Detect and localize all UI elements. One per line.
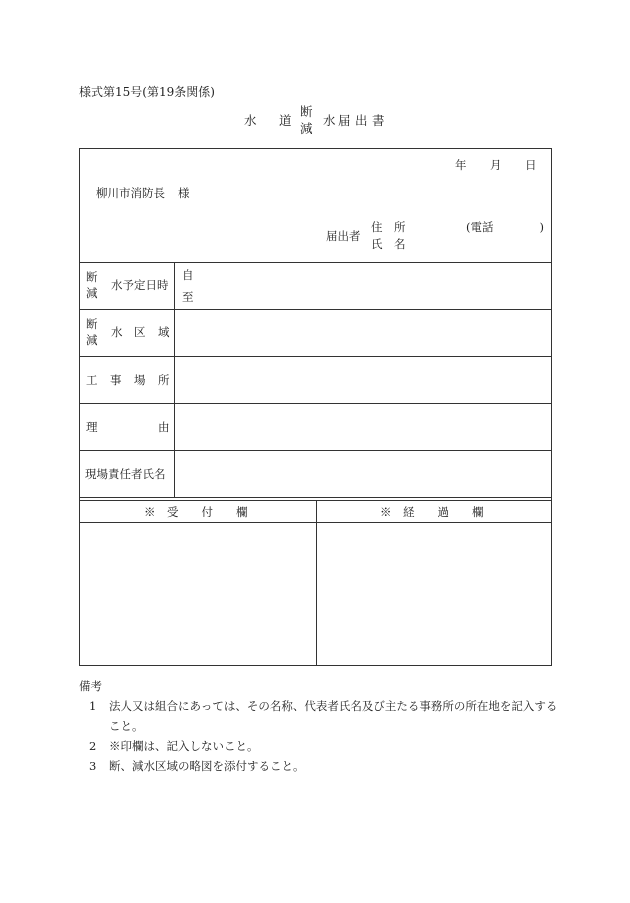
row-divider [80,262,551,263]
year-label: 年 [455,158,467,172]
period-from-label: 自 [182,268,194,282]
area-label-char: 水 [111,325,123,339]
period-stack-bottom: 減 [86,286,98,300]
column-divider [174,262,175,497]
note-text: ※印欄は、記入しないこと。 [109,739,259,753]
note-text: 断、減水区域の略図を添付すること。 [109,759,305,773]
day-label: 日 [525,158,537,172]
title-char: 水 [244,113,257,128]
area-label-char: 域 [158,325,170,339]
notes-heading: 備考 [79,679,102,693]
document-title [0,102,630,138]
column-divider [316,500,317,666]
note-text: 法人又は組合にあっては、その名称、代表者氏名及び主たる事務所の所在地を記入すること。 [109,699,558,733]
site-label-char: 事 [110,373,122,387]
reason-label-char: 由 [158,420,170,434]
title-char: 出 [355,113,368,128]
address-label: 住 所 [371,220,406,234]
month-label: 月 [490,158,502,172]
note-item [79,756,559,776]
row-divider [80,356,551,357]
row-divider [80,450,551,451]
title-char: 水 [323,113,336,128]
period-label: 水予定日時 [111,278,169,292]
row-divider [80,497,551,498]
name-label: 氏 名 [371,237,406,251]
title-stack-bottom: 減 [300,121,313,136]
area-stack-top: 断 [86,317,98,331]
note-number: 2 [89,739,97,753]
area-label-char: 区 [134,325,146,339]
reason-label-char: 理 [86,420,98,434]
row-divider [80,403,551,404]
period-to-label: 至 [182,290,194,304]
honorific: 様 [178,186,190,200]
site-label-char: 工 [86,373,98,387]
period-stack-top: 断 [86,270,98,284]
row-divider [80,309,551,310]
form-code: 様式第15号(第19条関係) [79,85,215,99]
site-label-char: 所 [158,373,170,387]
applicant-label: 届出者 [326,229,361,243]
supervisor-label: 現場責任者氏名 [85,467,166,481]
form-table [79,148,552,666]
note-item [79,736,559,756]
area-stack-bottom: 減 [86,333,98,347]
notes [79,676,559,776]
title-char: 届 [338,113,351,128]
title-char: 書 [372,113,385,128]
phone-label: (電話 ) [466,220,544,234]
site-label-char: 場 [134,373,146,387]
addressee: 柳川市消防長 [96,186,165,200]
progress-header: ※ 経 過 欄 [380,505,484,519]
title-char: 道 [279,113,292,128]
note-number: 1 [89,699,97,713]
reception-header: ※ 受 付 欄 [144,505,248,519]
note-number: 3 [89,759,97,773]
note-item [79,696,559,736]
title-stack-top: 断 [300,104,313,119]
